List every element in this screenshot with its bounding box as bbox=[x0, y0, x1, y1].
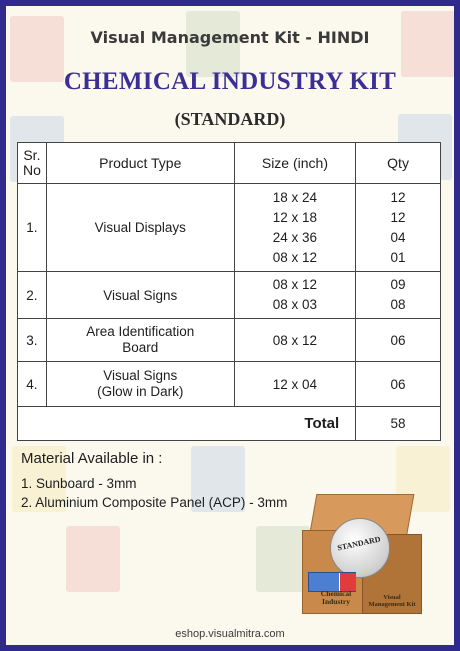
material-list bbox=[21, 474, 287, 512]
box-front-label: Chemical Industry bbox=[320, 589, 352, 606]
size-value: 24 x 36 bbox=[272, 229, 318, 245]
qty-value: 08 bbox=[390, 297, 406, 312]
product-label: Visual Signs (Glow in Dark) bbox=[97, 368, 184, 399]
table-row bbox=[18, 184, 441, 272]
total-cell bbox=[18, 407, 356, 441]
table-header-row bbox=[18, 143, 441, 184]
size-cell bbox=[234, 272, 355, 319]
column-header-sr-no: Sr. No bbox=[18, 143, 47, 184]
total-value: 58 bbox=[356, 407, 441, 441]
sr-cell: 4. bbox=[18, 362, 47, 407]
product-cell: Visual Signs bbox=[46, 272, 234, 319]
qty-value: 09 bbox=[390, 277, 406, 292]
qty-value: 12 bbox=[390, 189, 406, 205]
footer-url[interactable]: eshop.visualmitra.com bbox=[175, 628, 285, 640]
qty-value: 04 bbox=[390, 229, 406, 245]
box-side-label: Visual Management Kit bbox=[368, 594, 416, 608]
product-cell bbox=[46, 319, 234, 362]
total-label: Total bbox=[304, 415, 340, 432]
product-label: Area Identification Board bbox=[86, 324, 195, 355]
kit-box-illustration bbox=[302, 494, 420, 618]
material-heading: Material Available in : bbox=[21, 450, 163, 467]
column-header-size: Size (inch) bbox=[234, 143, 355, 184]
size-value: 12 x 18 bbox=[272, 209, 318, 225]
standard-seal-label: STANDARD bbox=[336, 534, 382, 553]
poster-content bbox=[6, 6, 454, 645]
sr-cell: 1. bbox=[18, 184, 47, 272]
size-value: 08 x 12 bbox=[272, 249, 318, 265]
size-cell: 12 x 04 bbox=[234, 362, 355, 407]
sr-cell: 3. bbox=[18, 319, 47, 362]
product-cell bbox=[46, 362, 234, 407]
table-total-row bbox=[18, 407, 441, 441]
kit-title: Visual Management Kit - HINDI bbox=[90, 28, 370, 47]
qty-cell: 06 bbox=[356, 319, 441, 362]
table-row bbox=[18, 319, 441, 362]
size-cell bbox=[234, 184, 355, 272]
product-cell: Visual Displays bbox=[46, 184, 234, 272]
table-row bbox=[18, 362, 441, 407]
size-value: 08 x 03 bbox=[272, 297, 318, 312]
column-header-qty: Qty bbox=[356, 143, 441, 184]
size-value: 18 x 24 bbox=[272, 189, 318, 205]
qty-cell: 06 bbox=[356, 362, 441, 407]
qty-value: 12 bbox=[390, 209, 406, 225]
qty-cell bbox=[356, 272, 441, 319]
table-row bbox=[18, 272, 441, 319]
qty-cell bbox=[356, 184, 441, 272]
background-sign-tile bbox=[66, 526, 120, 592]
column-header-product-type: Product Type bbox=[46, 143, 234, 184]
material-item: 2. Aluminium Composite Panel (ACP) - 3mm bbox=[21, 495, 288, 510]
main-title: CHEMICAL INDUSTRY KIT bbox=[63, 68, 397, 95]
material-item: 1. Sunboard - 3mm bbox=[21, 476, 137, 491]
kit-table bbox=[17, 142, 441, 441]
size-value: 08 x 12 bbox=[272, 277, 318, 292]
size-cell: 08 x 12 bbox=[234, 319, 355, 362]
sub-title: (STANDARD) bbox=[174, 109, 286, 129]
sr-cell: 2. bbox=[18, 272, 47, 319]
qty-value: 01 bbox=[390, 249, 406, 265]
